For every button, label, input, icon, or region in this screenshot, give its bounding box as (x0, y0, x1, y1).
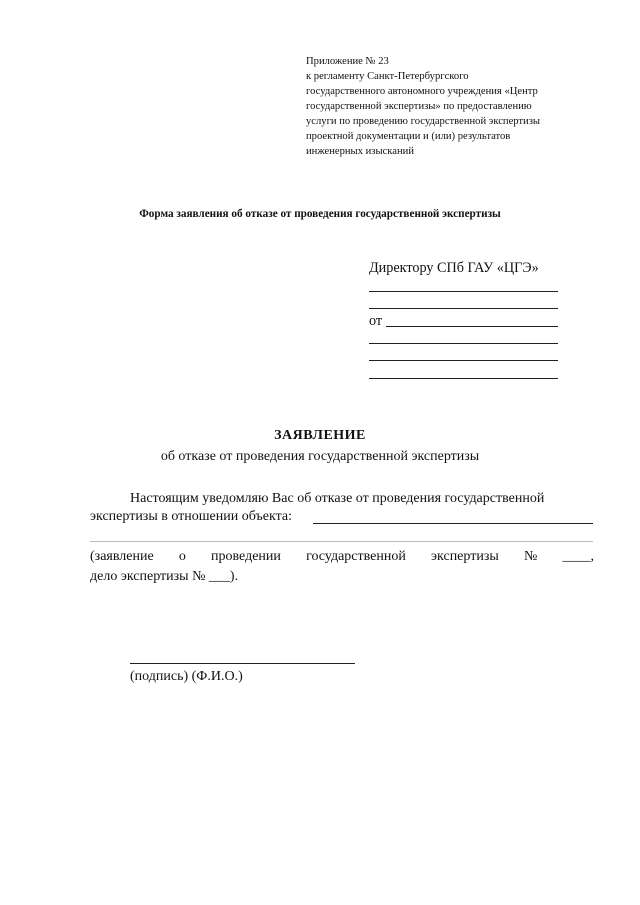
appendix-line: инженерных изысканий (306, 146, 414, 157)
paragraph-line (90, 568, 238, 586)
paragraph-text: дело экспертизы № ___). (90, 569, 239, 584)
sender-blank-line[interactable] (369, 360, 558, 361)
paragraph-word: проведении (211, 549, 281, 564)
addressee-block (369, 259, 559, 277)
signature-caption: (подпись) (Ф.И.О.) (130, 669, 243, 684)
paragraph-line (130, 490, 594, 508)
object-blank-line[interactable] (90, 541, 593, 542)
addressee-blank-line[interactable] (369, 308, 558, 309)
addressee-blank-line[interactable] (369, 291, 558, 292)
statement-title: ЗАЯВЛЕНИЕ (274, 428, 366, 443)
paragraph-word: ____, (562, 549, 594, 564)
appendix-line: Приложение № 23 (306, 56, 389, 67)
appendix-line: проектной документации и (или) результатов (306, 131, 511, 142)
form-title: Форма заявления об отказе от проведения государственной экспертизы (139, 208, 501, 220)
sender-blank-line[interactable] (386, 326, 558, 327)
appendix-line: государственной экспертизы» по предоставлению (306, 101, 532, 112)
paragraph-text: экспертизы в отношении объекта: (90, 509, 292, 524)
sender-blank-line[interactable] (369, 343, 558, 344)
addressee-from-label: от (369, 313, 383, 329)
appendix-line: услуги по проведению государственной экспертизы (306, 116, 541, 127)
paragraph-text: Настоящим уведомляю Вас об отказе от проведения государственной (130, 491, 545, 506)
appendix-line: государственного автономного учреждения «Центр (306, 86, 538, 97)
paragraph-word: о (178, 549, 186, 564)
object-blank-line[interactable] (313, 523, 593, 524)
appendix-line: к регламенту Санкт-Петербургского (306, 71, 469, 82)
appendix-block (306, 54, 606, 159)
paragraph-line (90, 548, 594, 566)
addressee-to: Директору СПб ГАУ «ЦГЭ» (369, 260, 539, 276)
paragraph-word: экспертизы (431, 549, 499, 564)
paragraph-word: государственной (306, 549, 406, 564)
signature-line[interactable] (130, 663, 355, 664)
statement-subtitle: об отказе от проведения государственной экспертизы (160, 449, 480, 464)
paragraph-word: (заявление (90, 549, 154, 564)
paragraph-word: № (523, 549, 538, 564)
paragraph-line (90, 508, 292, 526)
sender-blank-line[interactable] (369, 378, 558, 379)
